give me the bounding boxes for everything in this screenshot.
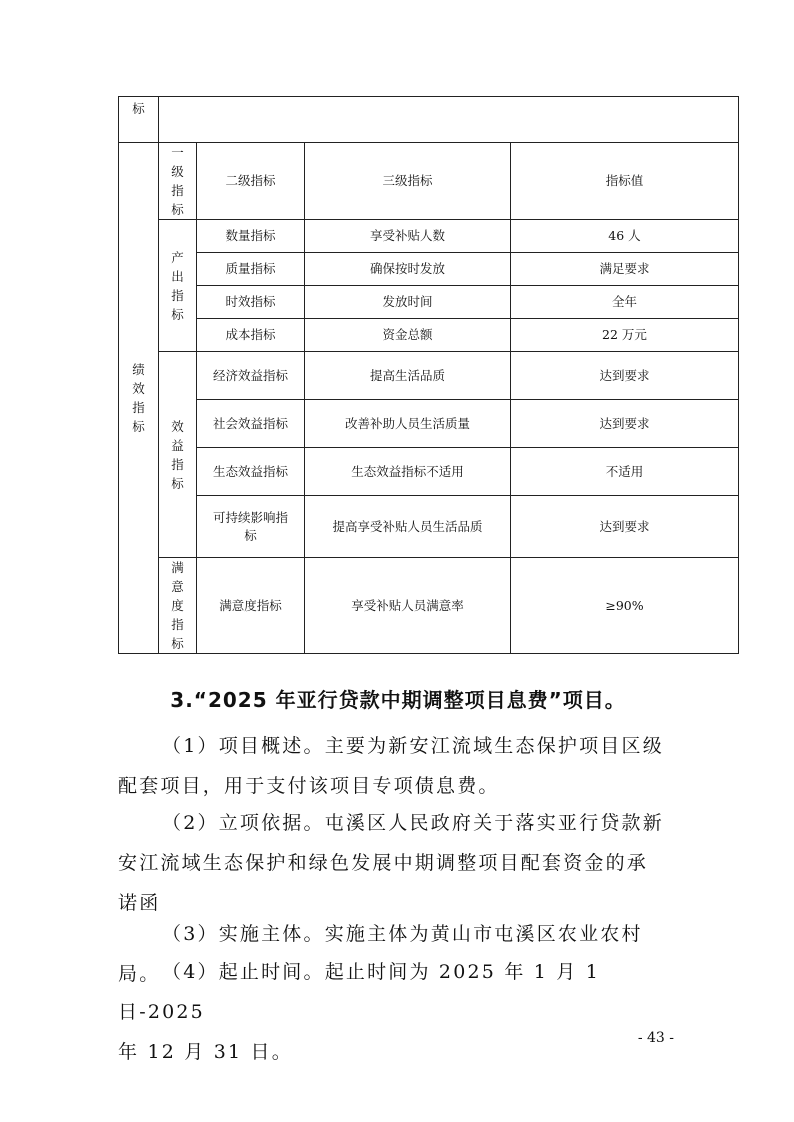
- paragraph-overview: [118, 726, 678, 806]
- cell-l2: 可持续影响指标: [197, 496, 305, 558]
- section-heading: 3.“2025 年亚行贷款中期调整项目息费”项目。: [170, 688, 626, 712]
- output-indicator-cell: 产出指标: [159, 220, 197, 352]
- paragraph-line: （1）项目概述。主要为新安江流域生态保护项目区级: [162, 735, 664, 757]
- cell-l2: 经济效益指标: [197, 352, 305, 400]
- header-level2: 二级指标: [197, 143, 305, 220]
- cell-l2: 质量指标: [197, 253, 305, 286]
- cell-value: 不适用: [511, 448, 739, 496]
- cell-value: ≥90%: [511, 558, 739, 654]
- cell-l2: 时效指标: [197, 286, 305, 319]
- table-row: [119, 319, 739, 352]
- table-row: [119, 558, 739, 654]
- header-value: 指标值: [511, 143, 739, 220]
- target-label-cell: 标: [119, 97, 159, 143]
- cell-l3: 改善补助人员生活质量: [305, 400, 511, 448]
- table-row: [119, 496, 739, 558]
- cell-value: 达到要求: [511, 400, 739, 448]
- cell-l3: 提高生活品质: [305, 352, 511, 400]
- cell-l3: 享受补贴人员满意率: [305, 558, 511, 654]
- cell-l3: 确保按时发放: [305, 253, 511, 286]
- table-row: [119, 220, 739, 253]
- table-row: [119, 352, 739, 400]
- cell-l2: 满意度指标: [197, 558, 305, 654]
- paragraph-line: 配套项目，用于支付该项目专项债息费。: [118, 775, 500, 797]
- paragraph-line: 年 12 月 31 日。: [118, 1041, 293, 1063]
- cell-value: 达到要求: [511, 496, 739, 558]
- paragraph-period: [118, 952, 678, 1072]
- performance-table: [118, 96, 739, 654]
- satisfaction-indicator-cell: 满意度指标: [159, 558, 197, 654]
- cell-l2: 生态效益指标: [197, 448, 305, 496]
- paragraph-basis: [118, 803, 678, 923]
- paragraph-line: 诺函: [118, 892, 161, 914]
- cell-l2: 数量指标: [197, 220, 305, 253]
- paragraph-line: 安江流域生态保护和绿色发展中期调整项目配套资金的承: [118, 852, 649, 874]
- target-content-cell: [159, 97, 739, 143]
- perf-indicator-label: 绩效指标: [132, 362, 145, 435]
- cell-value: 22 万元: [511, 319, 739, 352]
- paragraph-line: （4）起止时间。起止时间为 2025 年 1 月 1 日-2025: [118, 961, 601, 1023]
- table-row: [119, 253, 739, 286]
- table-row: [119, 97, 739, 143]
- cell-value: 达到要求: [511, 352, 739, 400]
- perf-indicator-cell: [119, 143, 159, 654]
- cell-l3: 提高享受补贴人员生活品质: [305, 496, 511, 558]
- header-level1: 一级指标: [159, 143, 197, 220]
- cell-value: 全年: [511, 286, 739, 319]
- table-row: [119, 286, 739, 319]
- header-level3: 三级指标: [305, 143, 511, 220]
- cell-l3: 享受补贴人数: [305, 220, 511, 253]
- cell-l2: 社会效益指标: [197, 400, 305, 448]
- paragraph-line: （3）实施主体。实施主体为黄山市屯溪区农业农村局。: [118, 923, 643, 985]
- cell-l3: 发放时间: [305, 286, 511, 319]
- cell-l3: 资金总额: [305, 319, 511, 352]
- table-header-row: [119, 143, 739, 220]
- cell-value: 满足要求: [511, 253, 739, 286]
- table-row: [119, 448, 739, 496]
- table-row: [119, 400, 739, 448]
- page-number: - 43 -: [637, 1030, 674, 1046]
- paragraph-line: （2）立项依据。屯溪区人民政府关于落实亚行贷款新: [162, 812, 664, 834]
- benefit-indicator-cell: 效益指标: [159, 352, 197, 558]
- cell-l2: 成本指标: [197, 319, 305, 352]
- cell-value: 46 人: [511, 220, 739, 253]
- cell-l3: 生态效益指标不适用: [305, 448, 511, 496]
